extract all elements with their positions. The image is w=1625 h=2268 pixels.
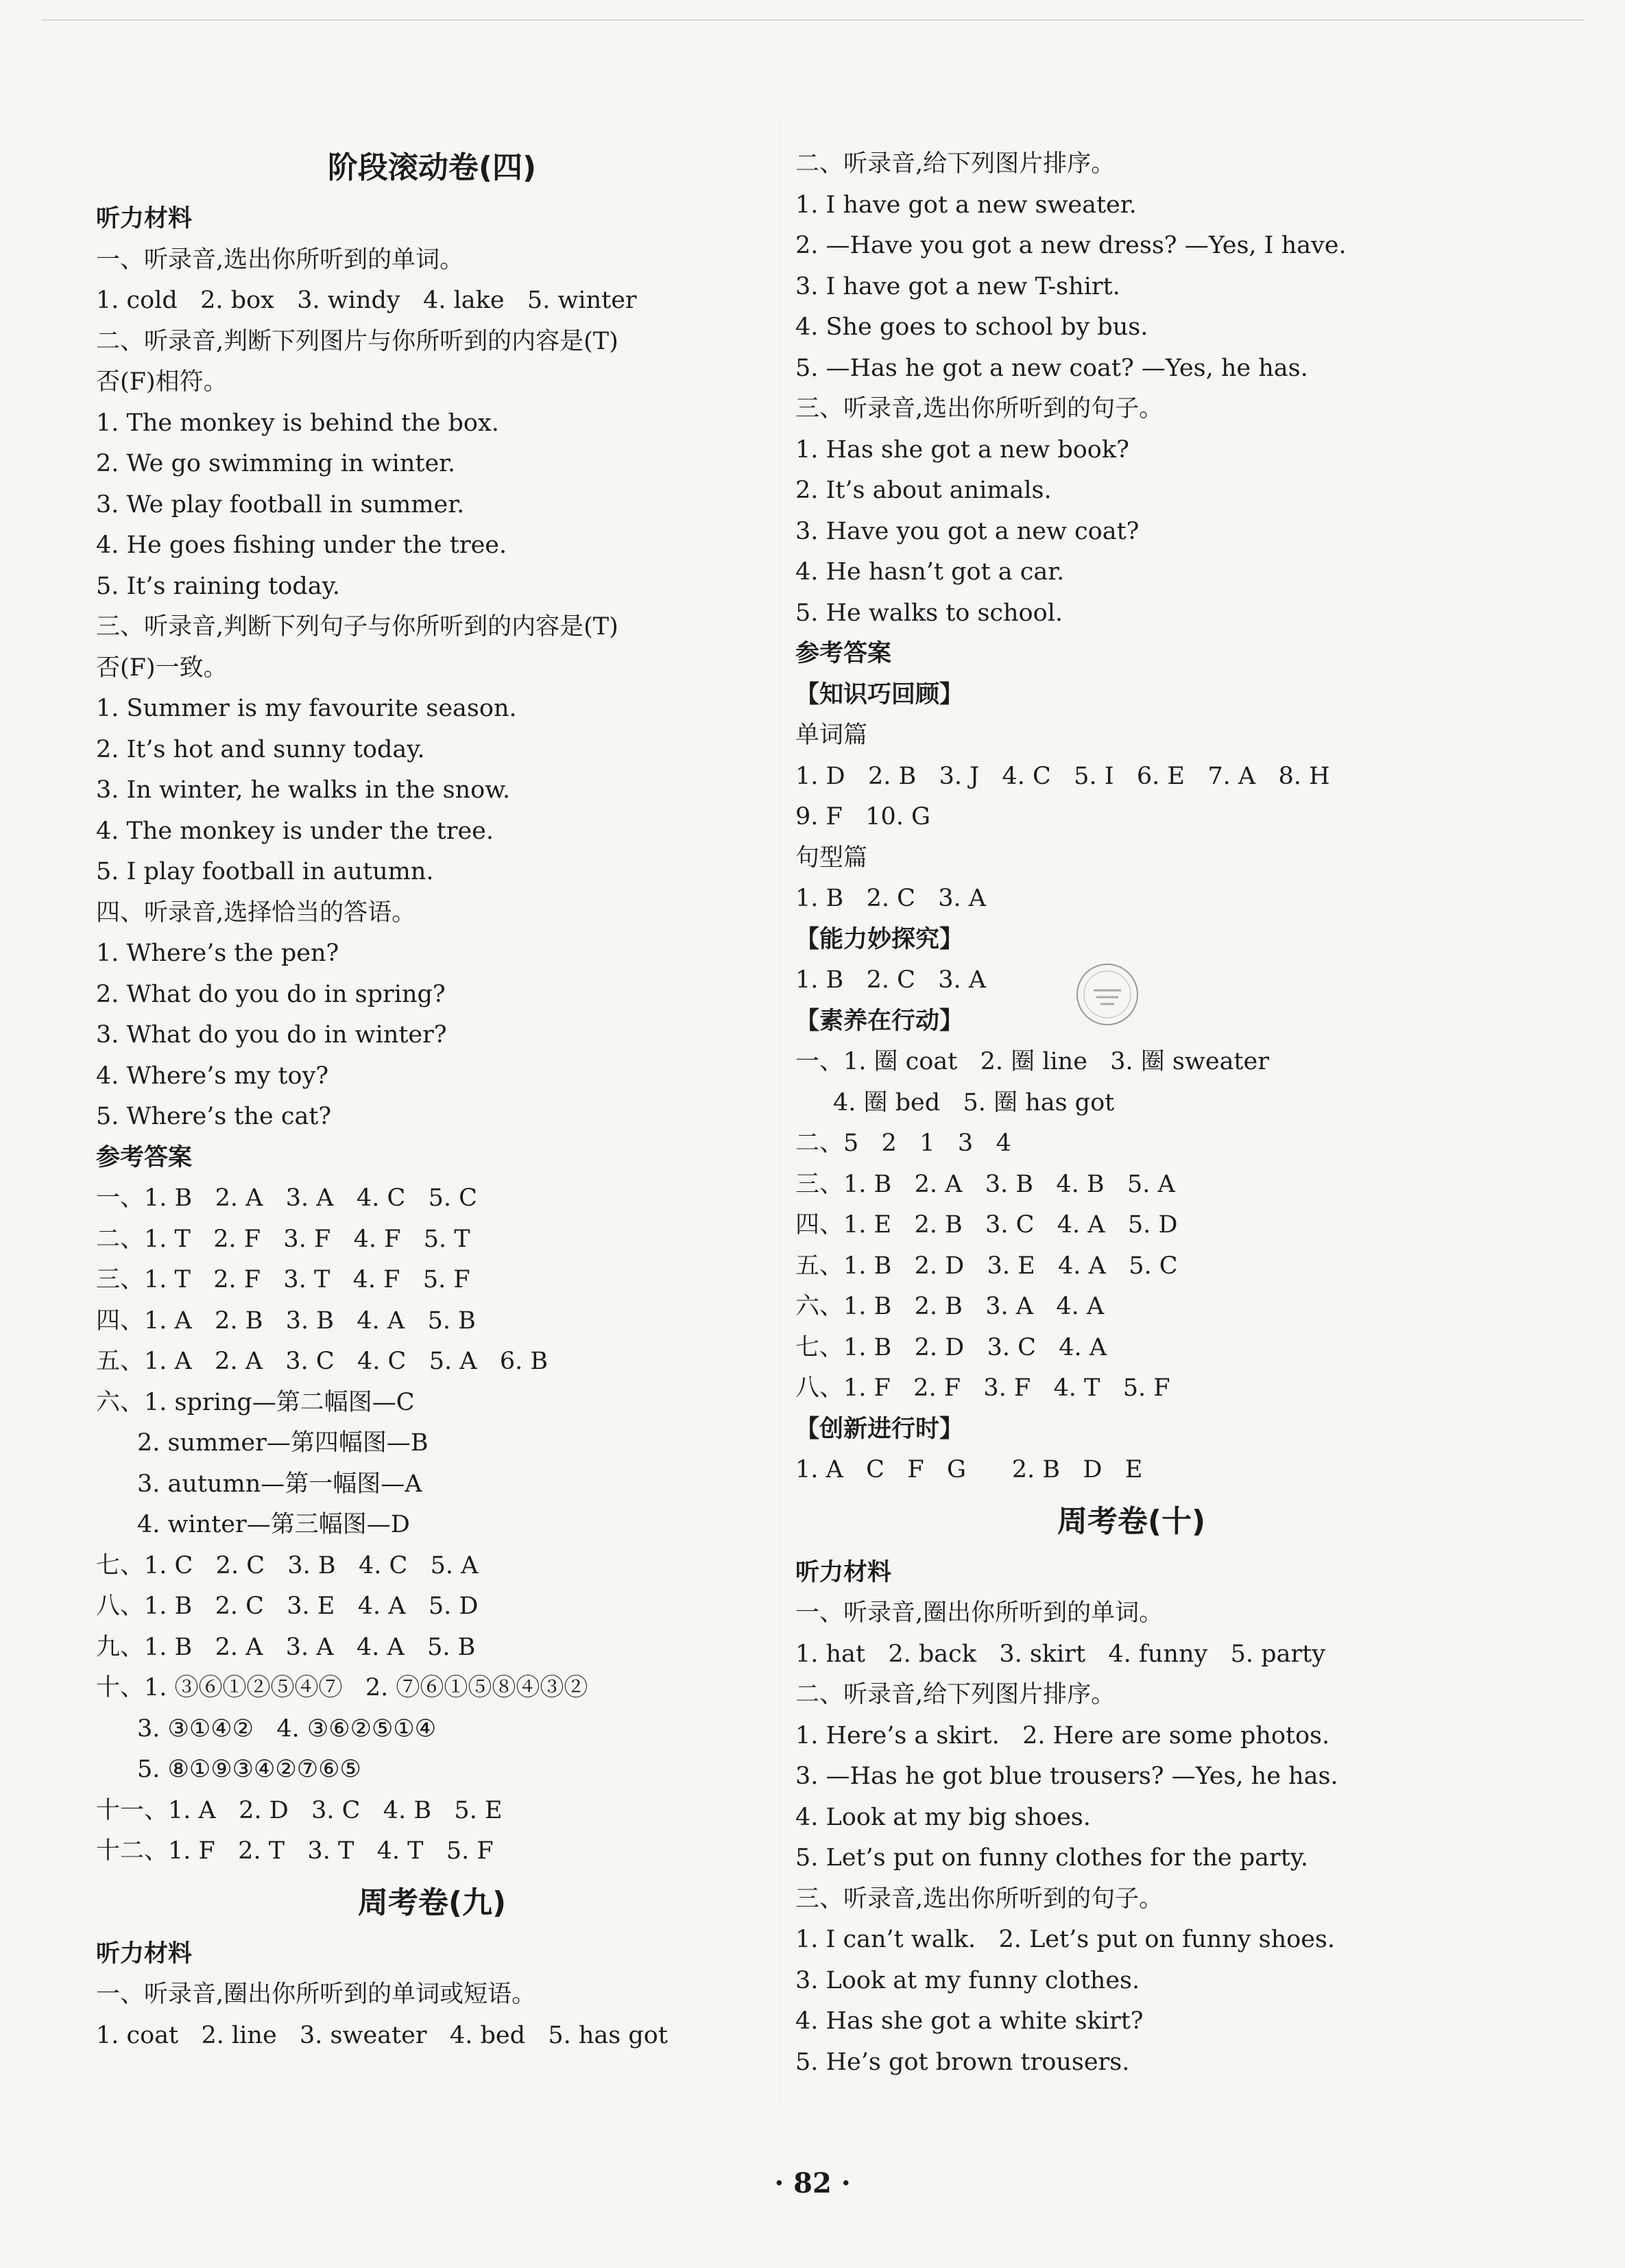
section-title: 周考卷(九)	[357, 1885, 507, 1920]
text-line: 3. Look at my funny clothes.	[795, 1966, 1140, 1994]
text-line: 三、1. T 2. F 3. T 4. F 5. F	[96, 1266, 470, 1293]
text-line: 1. I have got a new sweater.	[795, 191, 1137, 219]
section-title: 阶段滚动卷(四)	[327, 150, 537, 185]
text-line: 5. Where’s the cat?	[96, 1103, 332, 1130]
indented-line: 4. 圈 bed 5. 圈 has got	[833, 1088, 1115, 1117]
text-line: 四、听录音,选择恰当的答语。	[96, 898, 416, 927]
text-line: 三、听录音,选出你所听到的句子。	[795, 395, 1164, 422]
text-line: 五、1. B 2. D 3. E 4. A 5. C	[795, 1252, 1178, 1280]
text-line: 3. We play football in summer.	[96, 490, 465, 518]
text-line: 十二、1. F 2. T 3. T 4. T 5. F	[96, 1837, 494, 1865]
column-divider	[780, 117, 781, 2105]
text-line: 5. Let’s put on funny clothes for the party.	[795, 1844, 1309, 1872]
right-column	[795, 144, 1467, 2083]
text-line: 1. D 2. B 3. J 4. C 5. I 6. E 7. A 8. H	[795, 762, 1330, 790]
text-line: 1. B 2. C 3. A	[795, 885, 987, 912]
indented-line: 3. ③①④② 4. ③⑥②⑤①④	[137, 1715, 437, 1743]
text-line: 否(F)一致。	[96, 654, 228, 682]
text-line: 一、听录音,圈出你所听到的单词。	[795, 1599, 1164, 1627]
text-line: 二、听录音,判断下列图片与你所听到的内容是(T)	[96, 327, 618, 355]
indented-line: 5. ⑧①⑨③④②⑦⑥⑤	[137, 1756, 361, 1783]
text-line: 3. What do you do in winter?	[96, 1021, 447, 1049]
top-rule	[41, 19, 1584, 21]
text-line: 1. A C F G 2. B D E	[795, 1456, 1143, 1483]
text-line: 2. What do you do in spring?	[96, 980, 446, 1008]
text-line: 六、1. spring—第二幅图—C	[96, 1388, 415, 1416]
section-heading: 参考答案	[96, 1143, 193, 1171]
text-line: 5. I play football in autumn.	[96, 858, 434, 885]
text-line: 2. —Have you got a new dress? —Yes, I have.	[795, 232, 1347, 259]
text-line: 四、1. E 2. B 3. C 4. A 5. D	[795, 1211, 1178, 1239]
text-line: 三、听录音,选出你所听到的句子。	[795, 1885, 1164, 1913]
text-line: 2. It’s about animals.	[795, 477, 1052, 504]
text-line: 三、听录音,判断下列句子与你所听到的内容是(T)	[96, 613, 618, 641]
section-title: 周考卷(十)	[1057, 1503, 1206, 1539]
text-line: 5. He’s got brown trousers.	[795, 2048, 1130, 2076]
text-line: 十、1. ③⑥①②⑤④⑦ 2. ⑦⑥①⑤⑧④③②	[96, 1674, 588, 1702]
section-heading: 【能力妙探究】	[795, 925, 964, 953]
indented-line: 4. winter—第三幅图—D	[137, 1511, 410, 1538]
text-line: 七、1. C 2. C 3. B 4. C 5. A	[96, 1551, 479, 1579]
text-line: 5. It’s raining today.	[96, 572, 340, 600]
text-line: 三、1. B 2. A 3. B 4. B 5. A	[795, 1170, 1175, 1198]
text-line: 5. —Has he got a new coat? —Yes, he has.	[795, 354, 1308, 382]
section-heading: 【素养在行动】	[795, 1007, 964, 1035]
text-line: 九、1. B 2. A 3. A 4. A 5. B	[96, 1633, 476, 1661]
text-line: 4. She goes to school by bus.	[795, 313, 1148, 341]
text-line: 4. Look at my big shoes.	[795, 1803, 1091, 1831]
text-line: 1. cold 2. box 3. windy 4. lake 5. winter	[96, 287, 637, 314]
text-line: 一、1. B 2. A 3. A 4. C 5. C	[96, 1184, 477, 1212]
text-line: 3. In winter, he walks in the snow.	[96, 776, 511, 804]
section-heading: 听力材料	[795, 1558, 892, 1586]
text-line: 1. Has she got a new book?	[795, 435, 1129, 464]
indented-line: 2. summer—第四幅图—B	[137, 1429, 429, 1457]
text-line: 4. Has she got a white skirt?	[795, 2007, 1144, 2035]
text-line: 十一、1. A 2. D 3. C 4. B 5. E	[96, 1796, 503, 1824]
text-line: 1. B 2. C 3. A	[795, 966, 987, 994]
text-line: 八、1. B 2. C 3. E 4. A 5. D	[96, 1592, 479, 1620]
text-line: 1. Summer is my favourite season.	[96, 695, 517, 722]
text-line: 4. He goes fishing under the tree.	[96, 532, 507, 559]
text-line: 2. We go swimming in winter.	[96, 450, 456, 477]
text-line: 八、1. F 2. F 3. F 4. T 5. F	[795, 1374, 1170, 1402]
text-line: 七、1. B 2. D 3. C 4. A	[795, 1333, 1107, 1361]
text-line: 二、5 2 1 3 4	[795, 1130, 1011, 1157]
text-line: 六、1. B 2. B 3. A 4. A	[795, 1293, 1105, 1320]
text-line: 3. Have you got a new coat?	[795, 517, 1140, 545]
text-line: 一、听录音,选出你所听到的单词。	[96, 246, 464, 274]
text-line: 一、1. 圈 coat 2. 圈 line 3. 圈 sweater	[795, 1048, 1269, 1075]
text-line: 1. hat 2. back 3. skirt 4. funny 5. party	[795, 1640, 1326, 1668]
section-heading: 【知识巧回顾】	[795, 680, 964, 708]
text-line: 4. Where’s my toy?	[96, 1062, 329, 1090]
section-heading: 听力材料	[96, 205, 193, 232]
text-line: 9. F 10. G	[795, 803, 930, 831]
text-line: 一、听录音,圈出你所听到的单词或短语。	[96, 1981, 536, 2008]
text-line: 否(F)相符。	[96, 368, 228, 396]
text-line: 4. The monkey is under the tree.	[96, 817, 494, 845]
text-line: 3. —Has he got blue trousers? —Yes, he has.	[795, 1763, 1338, 1790]
text-line: 4. He hasn’t got a car.	[795, 558, 1065, 586]
text-line: 1. The monkey is behind the box.	[96, 409, 499, 437]
text-line: 5. He walks to school.	[795, 599, 1063, 627]
text-line: 二、1. T 2. F 3. F 4. F 5. T	[96, 1225, 470, 1253]
indented-line: 3. autumn—第一幅图—A	[137, 1470, 422, 1498]
text-line: 3. I have got a new T-shirt.	[795, 272, 1120, 300]
text-line: 2. It’s hot and sunny today.	[96, 735, 425, 763]
text-line: 二、听录音,给下列图片排序。	[795, 150, 1116, 178]
text-line: 1. Where’s the pen?	[96, 940, 339, 967]
text-line: 1. coat 2. line 3. sweater 4. bed 5. has got	[96, 2021, 668, 2049]
text-line: 1. I can’t walk. 2. Let’s put on funny shoes.	[795, 1926, 1336, 1953]
text-line: 二、听录音,给下列图片排序。	[795, 1681, 1116, 1708]
text-line: 五、1. A 2. A 3. C 4. C 5. A 6. B	[96, 1348, 549, 1375]
section-heading: 参考答案	[795, 640, 892, 667]
page-number: · 82 ·	[774, 2167, 851, 2199]
section-heading: 【创新进行时】	[795, 1415, 964, 1443]
text-line: 单词篇	[795, 721, 868, 749]
text-line: 四、1. A 2. B 3. B 4. A 5. B	[96, 1306, 476, 1335]
section-heading: 听力材料	[96, 1939, 193, 1968]
text-line: 句型篇	[795, 844, 868, 872]
left-column	[96, 137, 768, 2056]
text-line: 1. Here’s a skirt. 2. Here are some photos.	[795, 1721, 1330, 1750]
stamp-seal-icon	[1073, 960, 1142, 1029]
